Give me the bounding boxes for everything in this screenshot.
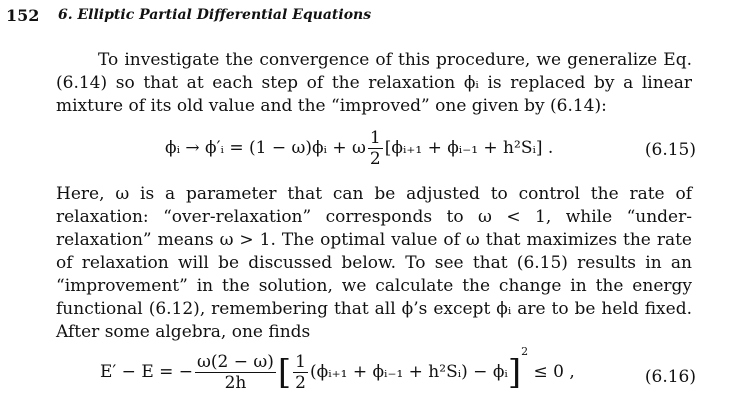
fraction-numerator: 1 [369,128,381,148]
chapter-title: 6. Elliptic Partial Differential Equations [58,7,372,23]
page-header [6,6,736,28]
equation-6-16-inner: (ϕᵢ₊₁ + ϕᵢ₋₁ + h²Sᵢ) − ϕᵢ [309,362,508,382]
fraction-numerator: 1 [295,352,306,372]
equation-6-16-body [100,345,575,393]
equation-number-6-16: (6.16) [644,367,696,387]
paragraph-intro [56,49,692,118]
equation-6-16-fraction-2 [293,352,308,393]
paragraph-intro-text: To investigate the convergence of this procedure, we generalize Eq. (6.14) so that at each step of the relaxation ϕᵢ is replaced by a linear mixture of its old value and the “improved” one given by (6.14): [56,50,692,116]
equation-6-16-fraction-1 [195,352,276,393]
fraction-denominator: 2 [369,149,381,169]
paragraph-explanation-text: Here, ω is a parameter that can be adjusted to control the rate of relaxation: “over-relaxation” corresponds to ω < 1, while “under-relaxation” means ω > 1. The optimal value of ω that maximizes the rate of relaxation will be discussed below. To see that (6.15) results in an “improvement” in the solution, we calculate the change in the energy functional (6.12), remembering that all ϕ’s except ϕᵢ are to be held fixed. After some algebra, one finds [56,184,692,342]
equation-6-16-lhs: E′ − E = − [100,362,194,382]
paragraph-explanation [56,183,692,344]
equation-6-15-body [165,128,553,169]
bracket-exponent: 2 [521,345,529,358]
page-number: 152 [6,6,40,25]
fraction-denominator: 2 [295,373,306,393]
equation-6-16 [0,345,742,405]
equation-6-15-fraction [368,128,383,169]
equation-6-15-lhs: ϕᵢ → ϕ′ᵢ = (1 − ω)ϕᵢ + ω [165,138,366,158]
left-bracket: [ [277,352,292,393]
right-bracket: ] [507,352,522,393]
fraction-denominator: 2h [224,373,247,393]
fraction-numerator: ω(2 − ω) [197,352,274,372]
equation-6-15-rhs: [ϕᵢ₊₁ + ϕᵢ₋₁ + h²Sᵢ] . [384,138,554,158]
equation-6-16-rhs: ≤ 0 , [533,362,575,382]
equation-6-15 [0,128,742,174]
equation-number-6-15: (6.15) [644,140,696,160]
